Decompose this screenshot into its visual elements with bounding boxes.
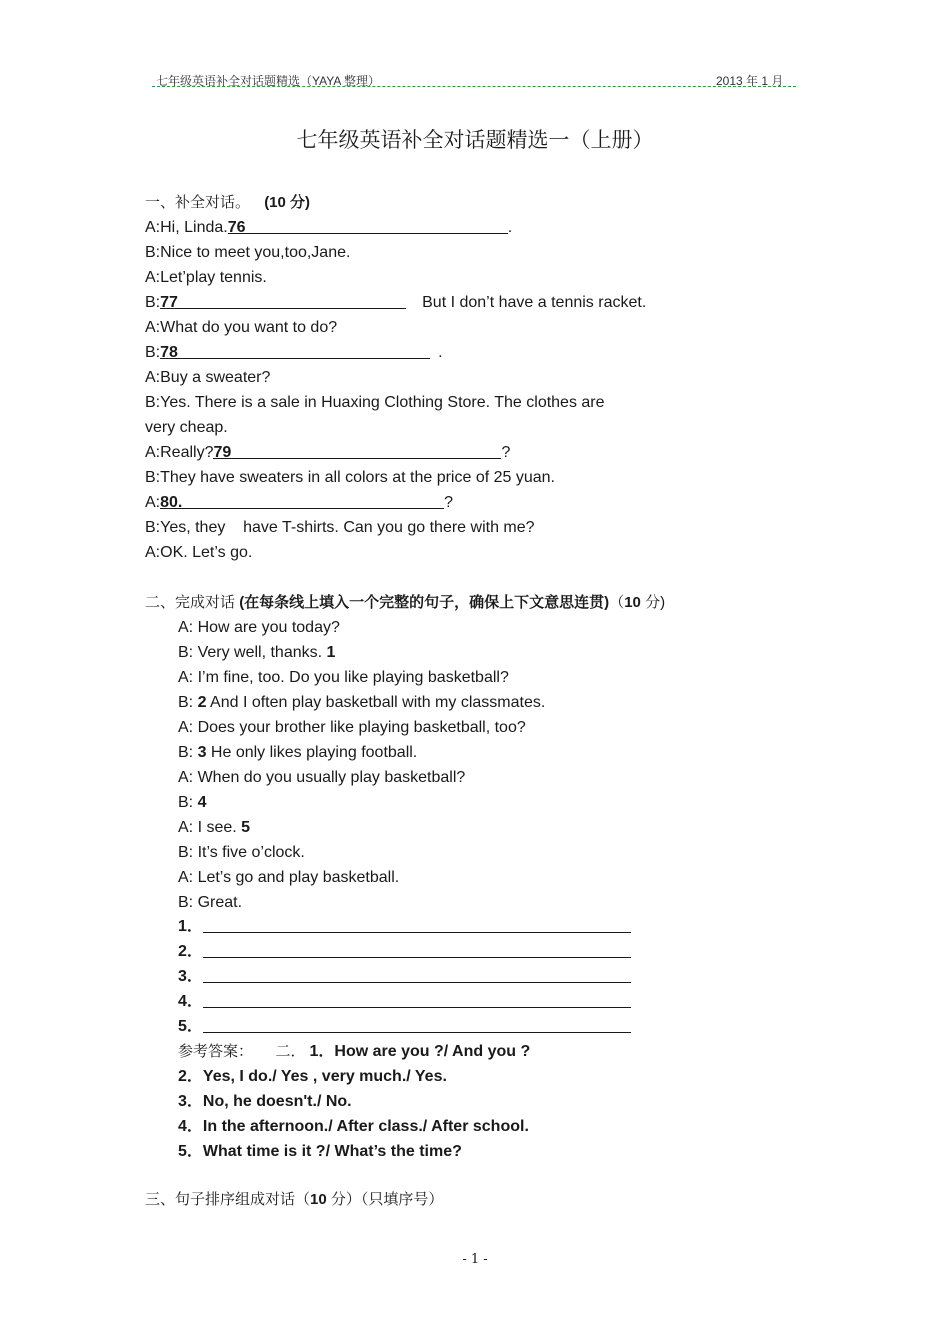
dialogue-line: A: I’m fine, too. Do you like playing basketball? xyxy=(178,669,509,686)
blank-ref-2: 2 xyxy=(197,694,207,711)
answer-3 xyxy=(178,1092,352,1112)
dialogue-line xyxy=(178,743,417,763)
dialogue-line: A: Does your brother like playing basketball, too? xyxy=(178,719,526,736)
blank-ref-5: 5 xyxy=(241,819,251,836)
line-text: A:Really? xyxy=(145,444,214,461)
dialogue-line-80 xyxy=(145,493,453,513)
section2-instruction: (在每条线上填入一个完整的句子，确保上下文意思连贯) xyxy=(239,594,610,611)
dialogue-line: A:Buy a sweater? xyxy=(145,369,271,386)
answer-text: How are you ?/ And you ? xyxy=(334,1043,531,1060)
answers-section: 二． xyxy=(275,1043,306,1060)
dialogue-line: A: Let’s go and play basketball. xyxy=(178,869,400,886)
blank-label-1: 1． xyxy=(178,918,203,935)
dialogue-line: B: It’s five o’clock. xyxy=(178,844,305,861)
section2-score-open: （ xyxy=(609,594,625,611)
line-text: B: xyxy=(145,294,161,311)
blank-number: 79 xyxy=(213,444,232,461)
page-number: - 1 - xyxy=(462,1252,488,1267)
dialogue-line-79 xyxy=(145,443,510,463)
header-title: 七年级英语补全对话题精选（YAYA 整理） xyxy=(156,74,381,88)
dialogue-line: B:Yes. There is a sale in Huaxing Clothing Store. The clothes are xyxy=(145,394,605,411)
blank-76[interactable] xyxy=(228,218,508,234)
answers-label: 参考答案： xyxy=(178,1043,254,1060)
dialogue-line: very cheap. xyxy=(145,419,228,436)
answer-blank-3[interactable] xyxy=(203,982,631,983)
answer-blank-4[interactable] xyxy=(203,1007,631,1008)
blank-ref-3: 3 xyxy=(197,744,207,761)
dialogue-line: A: How are you today? xyxy=(178,619,340,636)
blank-78[interactable] xyxy=(160,343,430,359)
answers-header xyxy=(178,1042,530,1062)
dialogue-line xyxy=(178,818,250,838)
line-text: And I often play basketball with my classmates. xyxy=(206,694,546,711)
dialogue-line: A:What do you want to do? xyxy=(145,319,338,336)
dialogue-line: B:They have sweaters in all colors at the price of 25 yuan. xyxy=(145,469,555,486)
line-text: But I don’t have a tennis racket. xyxy=(422,294,647,311)
line-punct: . xyxy=(507,219,513,236)
dialogue-line: B: Great. xyxy=(178,894,243,911)
answer-num: 3． xyxy=(178,1093,203,1110)
section3-heading xyxy=(145,1190,443,1210)
answer-text: In the afternoon./ After class./ After school. xyxy=(202,1118,529,1135)
answer-2 xyxy=(178,1067,447,1087)
answer-num: 5． xyxy=(178,1143,203,1160)
section1-score: (10 分) xyxy=(264,194,311,211)
dialogue-line-76 xyxy=(145,218,512,238)
blank-number: 77 xyxy=(160,294,178,311)
blank-77[interactable] xyxy=(160,293,406,309)
answer-blank-2[interactable] xyxy=(203,957,631,958)
blank-number: 80. xyxy=(160,494,183,511)
blank-label-2: 2． xyxy=(178,943,203,960)
dialogue-line xyxy=(178,793,206,813)
section2-score-unit: 分) xyxy=(645,594,666,611)
line-punct: . xyxy=(438,344,443,361)
line-text: B: xyxy=(178,694,198,711)
blank-number: 76 xyxy=(227,219,246,236)
line-punct: ? xyxy=(444,494,454,511)
answer-text: Yes, I do./ Yes , very much./ Yes. xyxy=(202,1068,447,1085)
blank-80[interactable] xyxy=(160,493,444,509)
section2-heading xyxy=(145,593,665,613)
page-title: 七年级英语补全对话题精选一（上册） xyxy=(296,128,654,152)
answer-num: 1． xyxy=(309,1043,335,1060)
line-text: B: xyxy=(145,344,161,361)
section2-score: 10 xyxy=(624,594,641,611)
section1-heading-text: 一、补全对话。 xyxy=(145,194,251,211)
blank-ref-4: 4 xyxy=(197,794,207,811)
dialogue-line-78 xyxy=(145,343,443,363)
dialogue-line xyxy=(178,643,335,663)
line-text: A: I see. xyxy=(178,819,242,836)
section3-heading-text: 三、句子排序组成对话（ xyxy=(145,1191,311,1208)
line-text: B: xyxy=(178,794,198,811)
answer-blank-5[interactable] xyxy=(203,1032,631,1033)
dialogue-line: A: When do you usually play basketball? xyxy=(178,769,466,786)
blank-79[interactable] xyxy=(213,443,501,459)
section2-heading-text: 二、完成对话 xyxy=(145,594,236,611)
blank-label-3: 3． xyxy=(178,968,203,985)
header-date: 2013 年 1 月 xyxy=(716,74,784,88)
section1-heading xyxy=(145,193,310,213)
answer-num: 2． xyxy=(178,1068,203,1085)
dialogue-line-77 xyxy=(145,293,646,313)
blank-label-5: 5． xyxy=(178,1018,203,1035)
dialogue-line: A:OK. Let’s go. xyxy=(145,544,253,561)
line-text: A:Hi, Linda. xyxy=(145,219,228,236)
section3-score: 10 xyxy=(310,1191,327,1208)
header-divider xyxy=(152,86,796,87)
answer-blank-1[interactable] xyxy=(203,932,631,933)
answer-5 xyxy=(178,1142,462,1162)
line-text: He only likes playing football. xyxy=(206,744,418,761)
dialogue-line xyxy=(178,693,545,713)
section3-instruction: 分）（只填序号） xyxy=(330,1191,444,1208)
blank-number: 78 xyxy=(160,344,178,361)
dialogue-line: B:Yes, they have T-shirts. Can you go there with me? xyxy=(145,519,535,536)
answer-text: No, he doesn't./ No. xyxy=(202,1093,352,1110)
dialogue-line: B:Nice to meet you,too,Jane. xyxy=(145,244,351,261)
answer-4 xyxy=(178,1117,529,1137)
dialogue-line: A:Let’play tennis. xyxy=(145,269,267,286)
line-text: A: xyxy=(145,494,161,511)
line-punct: ? xyxy=(501,444,511,461)
line-text: B: xyxy=(178,744,198,761)
blank-label-4: 4． xyxy=(178,993,203,1010)
answer-num: 4． xyxy=(178,1118,203,1135)
blank-ref-1: 1 xyxy=(326,644,336,661)
answer-text: What time is it ?/ What’s the time? xyxy=(202,1143,462,1160)
line-text: B: Very well, thanks. xyxy=(178,644,327,661)
